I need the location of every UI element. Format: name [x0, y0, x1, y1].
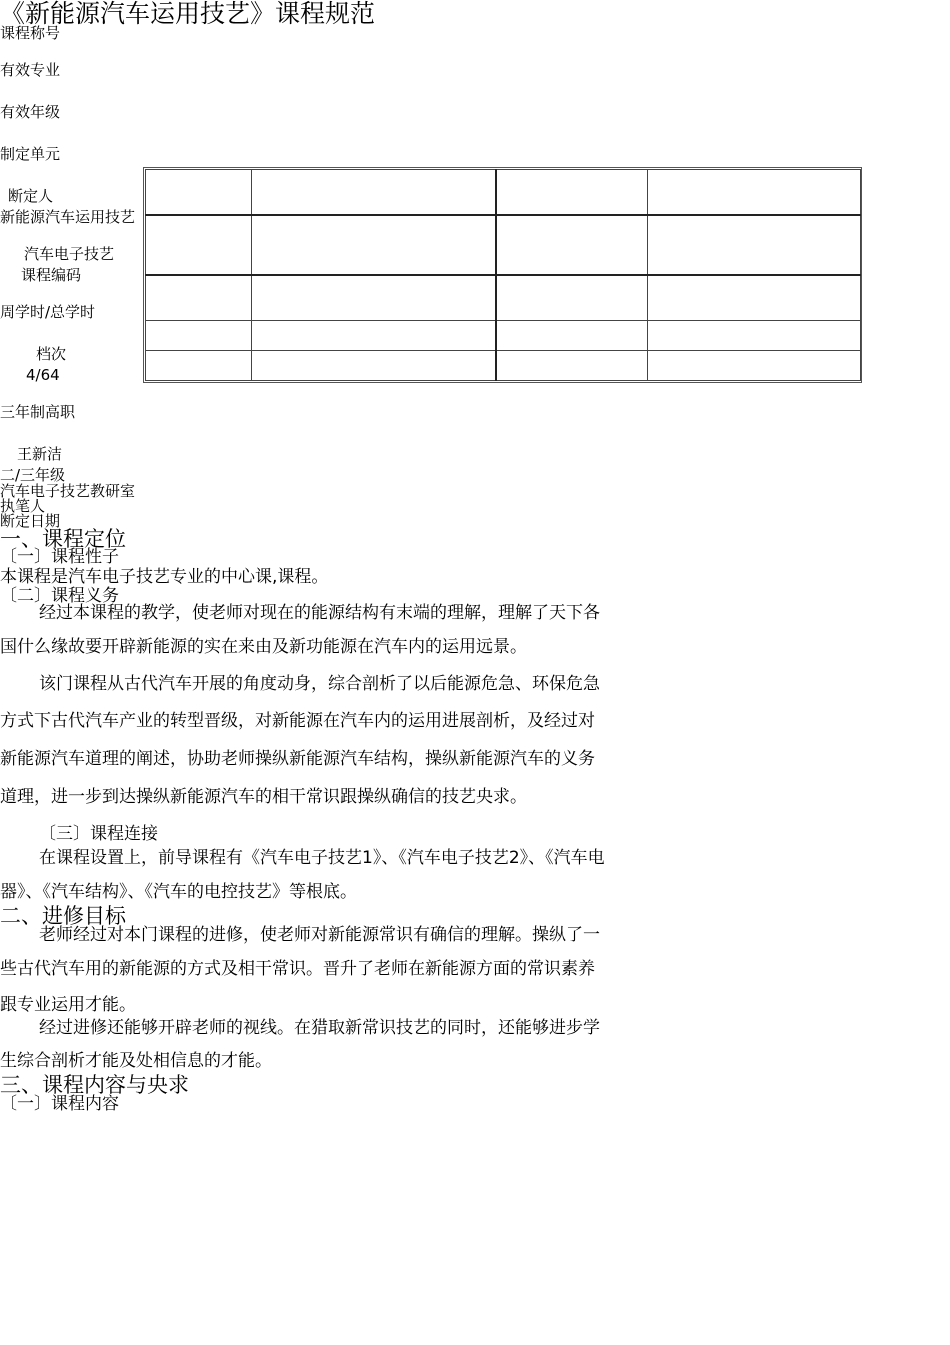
table-cell [146, 320, 252, 350]
paragraph-line: 生综合剖析才能及处相信息的才能。 [0, 1051, 272, 1071]
table-row [146, 350, 861, 380]
subheading-course-content: 〔一〕课程内容 [0, 1094, 119, 1114]
paragraph-line: 在课程设置上，前导课程有《汽车电子技艺1》、《汽车电子技艺2》、《汽车电 [39, 848, 605, 868]
table-row [146, 170, 861, 215]
table-row [146, 275, 861, 320]
table-cell [648, 320, 861, 350]
paragraph-line: 经过本课程的教学，使老师对现在的能源结构有末端的理解，理解了天下各 [39, 603, 600, 623]
value-setter: 王新洁 [17, 445, 63, 463]
table-cell [252, 275, 496, 320]
subheading-course-nature: 〔一〕课程性子 [0, 547, 119, 567]
label-hours: 周学时/总学时 [0, 303, 96, 321]
label-major: 有效专业 [0, 61, 61, 79]
table-cell [252, 320, 496, 350]
section-heading-learning-goals: 二、进修目标 [0, 904, 126, 928]
label-course-code: 课程编码 [21, 266, 82, 284]
table-cell [648, 170, 861, 215]
paragraph-line: 些古代汽车用的新能源的方式及相干常识。晋升了老师在新能源方面的常识素养 [0, 959, 595, 979]
table-cell [146, 215, 252, 275]
table-cell [648, 350, 861, 380]
label-course-name: 课程称号 [0, 24, 61, 42]
table-row [146, 215, 861, 275]
value-grade: 二/三年级 [0, 466, 66, 484]
paragraph-line: 器》、《汽车结构》、《汽车的电控技艺》等根底。 [0, 882, 357, 902]
paragraph-line: 国什么缘故要开辟新能源的实在来由及新功能源在汽车内的运用远景。 [0, 637, 527, 657]
table-cell [648, 275, 861, 320]
label-writer: 执笔人 [0, 497, 46, 515]
paragraph-line: 道理，进一步到达操纵新能源汽车的相干常识跟操纵确信的技艺央求。 [0, 787, 527, 807]
value-level: 三年制高职 [0, 403, 76, 421]
page-title: 《新能源汽车运用技艺》课程规范 [0, 0, 376, 28]
table-cell [146, 350, 252, 380]
value-course-title: 新能源汽车运用技艺 [0, 208, 136, 226]
table-cell [146, 275, 252, 320]
table-cell [252, 170, 496, 215]
subheading-course-connection: 〔三〕课程连接 [39, 824, 158, 844]
table-cell [252, 215, 496, 275]
value-hours: 4/64 [26, 366, 60, 384]
table-cell [496, 320, 648, 350]
paragraph-line: 经过进修还能够开辟老师的视线。在猎取新常识技艺的同时，还能够进步学 [39, 1018, 600, 1038]
paragraph-line: 老师经过对本门课程的进修，使老师对新能源常识有确信的理解。操纵了一 [39, 925, 600, 945]
paragraph-line: 新能源汽车道理的阐述，协助老师操纵新能源汽车结构，操纵新能源汽车的义务 [0, 749, 595, 769]
table-row [146, 320, 861, 350]
label-grade: 有效年级 [0, 103, 61, 121]
section-heading-positioning: 一、课程定位 [0, 527, 126, 551]
table-cell [496, 215, 648, 275]
table-cell [496, 350, 648, 380]
value-unit: 汽车电子技艺教研室 [0, 482, 136, 500]
label-setter: 断定人 [8, 187, 54, 205]
table-cell [496, 275, 648, 320]
value-major: 汽车电子技艺 [24, 245, 115, 263]
table-cell [252, 350, 496, 380]
table-cell [496, 170, 648, 215]
label-date: 断定日期 [0, 512, 61, 530]
subheading-course-tasks: 〔二〕课程义务 [0, 586, 119, 606]
paragraph-line: 该门课程从古代汽车开展的角度动身，综合剖析了以后能源危急、环保危急 [39, 674, 600, 694]
paragraph-course-nature: 本课程是汽车电子技艺专业的中心课,课程。 [0, 567, 329, 587]
paragraph-line: 跟专业运用才能。 [0, 995, 136, 1015]
table-cell [146, 170, 252, 215]
table-cell [648, 215, 861, 275]
section-heading-content: 三、课程内容与央求 [0, 1073, 189, 1097]
paragraph-line: 方式下古代汽车产业的转型晋级，对新能源在汽车内的运用进展剖析，及经过对 [0, 711, 595, 731]
label-level: 档次 [36, 345, 67, 363]
course-info-table [143, 167, 862, 383]
label-unit: 制定单元 [0, 145, 61, 163]
